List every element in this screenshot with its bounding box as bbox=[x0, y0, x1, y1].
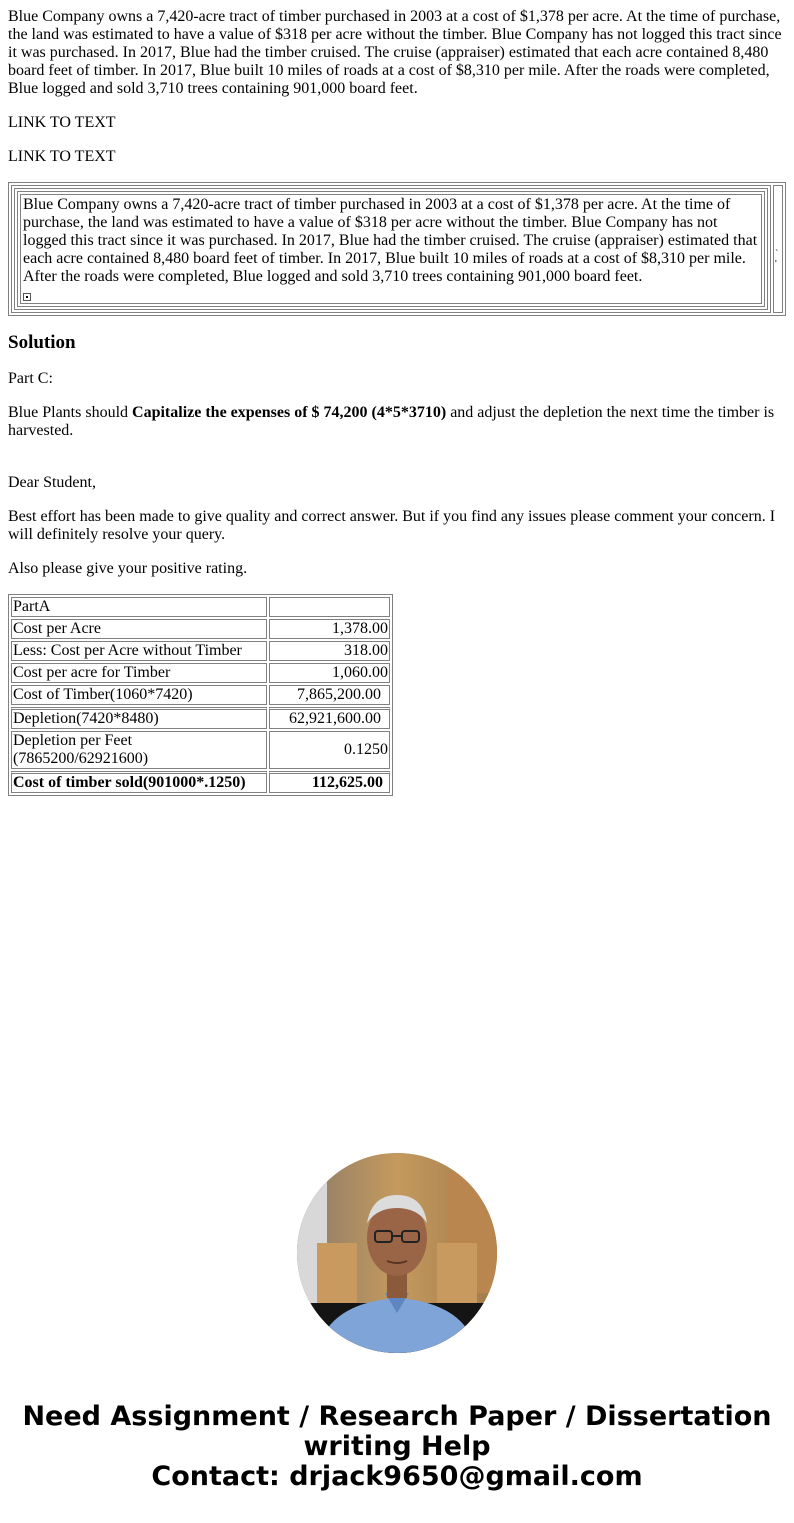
table-cell-label: Depletion per Feet (7865200/62921600) bbox=[11, 731, 267, 769]
table-row bbox=[11, 685, 390, 705]
part-c-label: Part C: bbox=[8, 370, 53, 387]
author-avatar bbox=[297, 1153, 497, 1353]
table-cell-label: Cost of Timber(1060*7420) bbox=[11, 685, 267, 705]
framed-question-text: Blue Company owns a 7,420-acre tract of timber purchased in 2003 at a cost of $1,378 per acre. At the time of purchase, the land was estimated to have a value of $318 per acre without the timber. Blue Company has not logged this tract since it was purchased. In 2017, Blue had the timber cruised. The cruise (appraiser) estimated that each acre contained 8,480 board feet of timber. In 2017, Blue built 10 miles of roads at a cost of $8,310 per mile. After the roads were completed, Blue logged and sold 3,710 trees containing 901,000 board feet. bbox=[23, 196, 758, 285]
table-row bbox=[11, 597, 390, 617]
solution-heading: Solution bbox=[8, 332, 76, 353]
table-cell-label: Cost of timber sold(901000*.1250) bbox=[11, 771, 267, 793]
table-row bbox=[11, 619, 390, 639]
part-a-table bbox=[8, 594, 393, 796]
author-portrait-image bbox=[297, 1153, 497, 1353]
link-to-text-2[interactable]: LINK TO TEXT bbox=[8, 148, 116, 165]
table-cell-value: 7,865,200.00 bbox=[269, 685, 390, 705]
frame-right-glyph: ` ' bbox=[775, 249, 779, 270]
table-cell-value: 318.00 bbox=[269, 641, 390, 661]
table-cell-label: Less: Cost per Acre without Timber bbox=[11, 641, 267, 661]
table-cell-label: Cost per Acre bbox=[11, 619, 267, 639]
framed-question-inner bbox=[20, 194, 762, 304]
rating-request: Also please give your positive rating. bbox=[8, 560, 248, 577]
embedded-object-icon bbox=[23, 293, 31, 301]
promo-contact: Contact: drjack9650@gmail.com bbox=[151, 1461, 643, 1492]
frame-left-cell bbox=[11, 185, 771, 313]
table-cell-label: Depletion(7420*8480) bbox=[11, 707, 267, 729]
table-cell-label: Cost per acre for Timber bbox=[11, 663, 267, 683]
table-row bbox=[11, 663, 390, 683]
table-cell-value bbox=[269, 597, 390, 617]
table-cell-value: 0.1250 bbox=[269, 731, 390, 769]
table-row bbox=[11, 641, 390, 661]
frame-right-cell bbox=[773, 185, 783, 313]
table-cell-label: PartA bbox=[11, 597, 267, 617]
table-cell-value: 1,060.00 bbox=[269, 663, 390, 683]
table-cell-value: 62,921,600.00 bbox=[269, 707, 390, 729]
best-effort-note: Best effort has been made to give quality and correct answer. But if you find any issues please comment your concern. I will definitely resolve your query. bbox=[8, 508, 776, 543]
part-c-answer-bold: Capitalize the expenses of $ 74,200 (4*5*3710) bbox=[132, 404, 447, 421]
part-c-answer: Blue Plants should Capitalize the expenses of $ 74,200 (4*5*3710) and adjust the depletion the next time the timber is harvested. bbox=[8, 404, 775, 439]
link-to-text-1[interactable]: LINK TO TEXT bbox=[8, 114, 116, 131]
table-row bbox=[11, 707, 390, 729]
promo-line-2: writing Help bbox=[303, 1431, 491, 1462]
dear-student: Dear Student, bbox=[8, 474, 96, 491]
table-row bbox=[11, 771, 390, 793]
framed-question-box bbox=[8, 182, 786, 316]
promo-footer bbox=[0, 1402, 794, 1492]
table-row bbox=[11, 731, 390, 769]
promo-line-1: Need Assignment / Research Paper / Dissertation bbox=[22, 1401, 772, 1432]
table-cell-value: 1,378.00 bbox=[269, 619, 390, 639]
table-cell-value: 112,625.00 bbox=[269, 771, 390, 793]
intro-paragraph: Blue Company owns a 7,420-acre tract of timber purchased in 2003 at a cost of $1,378 per acre. At the time of purchase, the land was estimated to have a value of $318 per acre without the timber. Blue Company has not logged this tract since it was purchased. In 2017, Blue had the timber cruised. The cruise (appraiser) estimated that each acre contained 8,480 board feet of timber. In 2017, Blue built 10 miles of roads at a cost of $8,310 per mile. After the roads were completed, Blue logged and sold 3,710 trees containing 901,000 board feet. bbox=[8, 8, 782, 97]
